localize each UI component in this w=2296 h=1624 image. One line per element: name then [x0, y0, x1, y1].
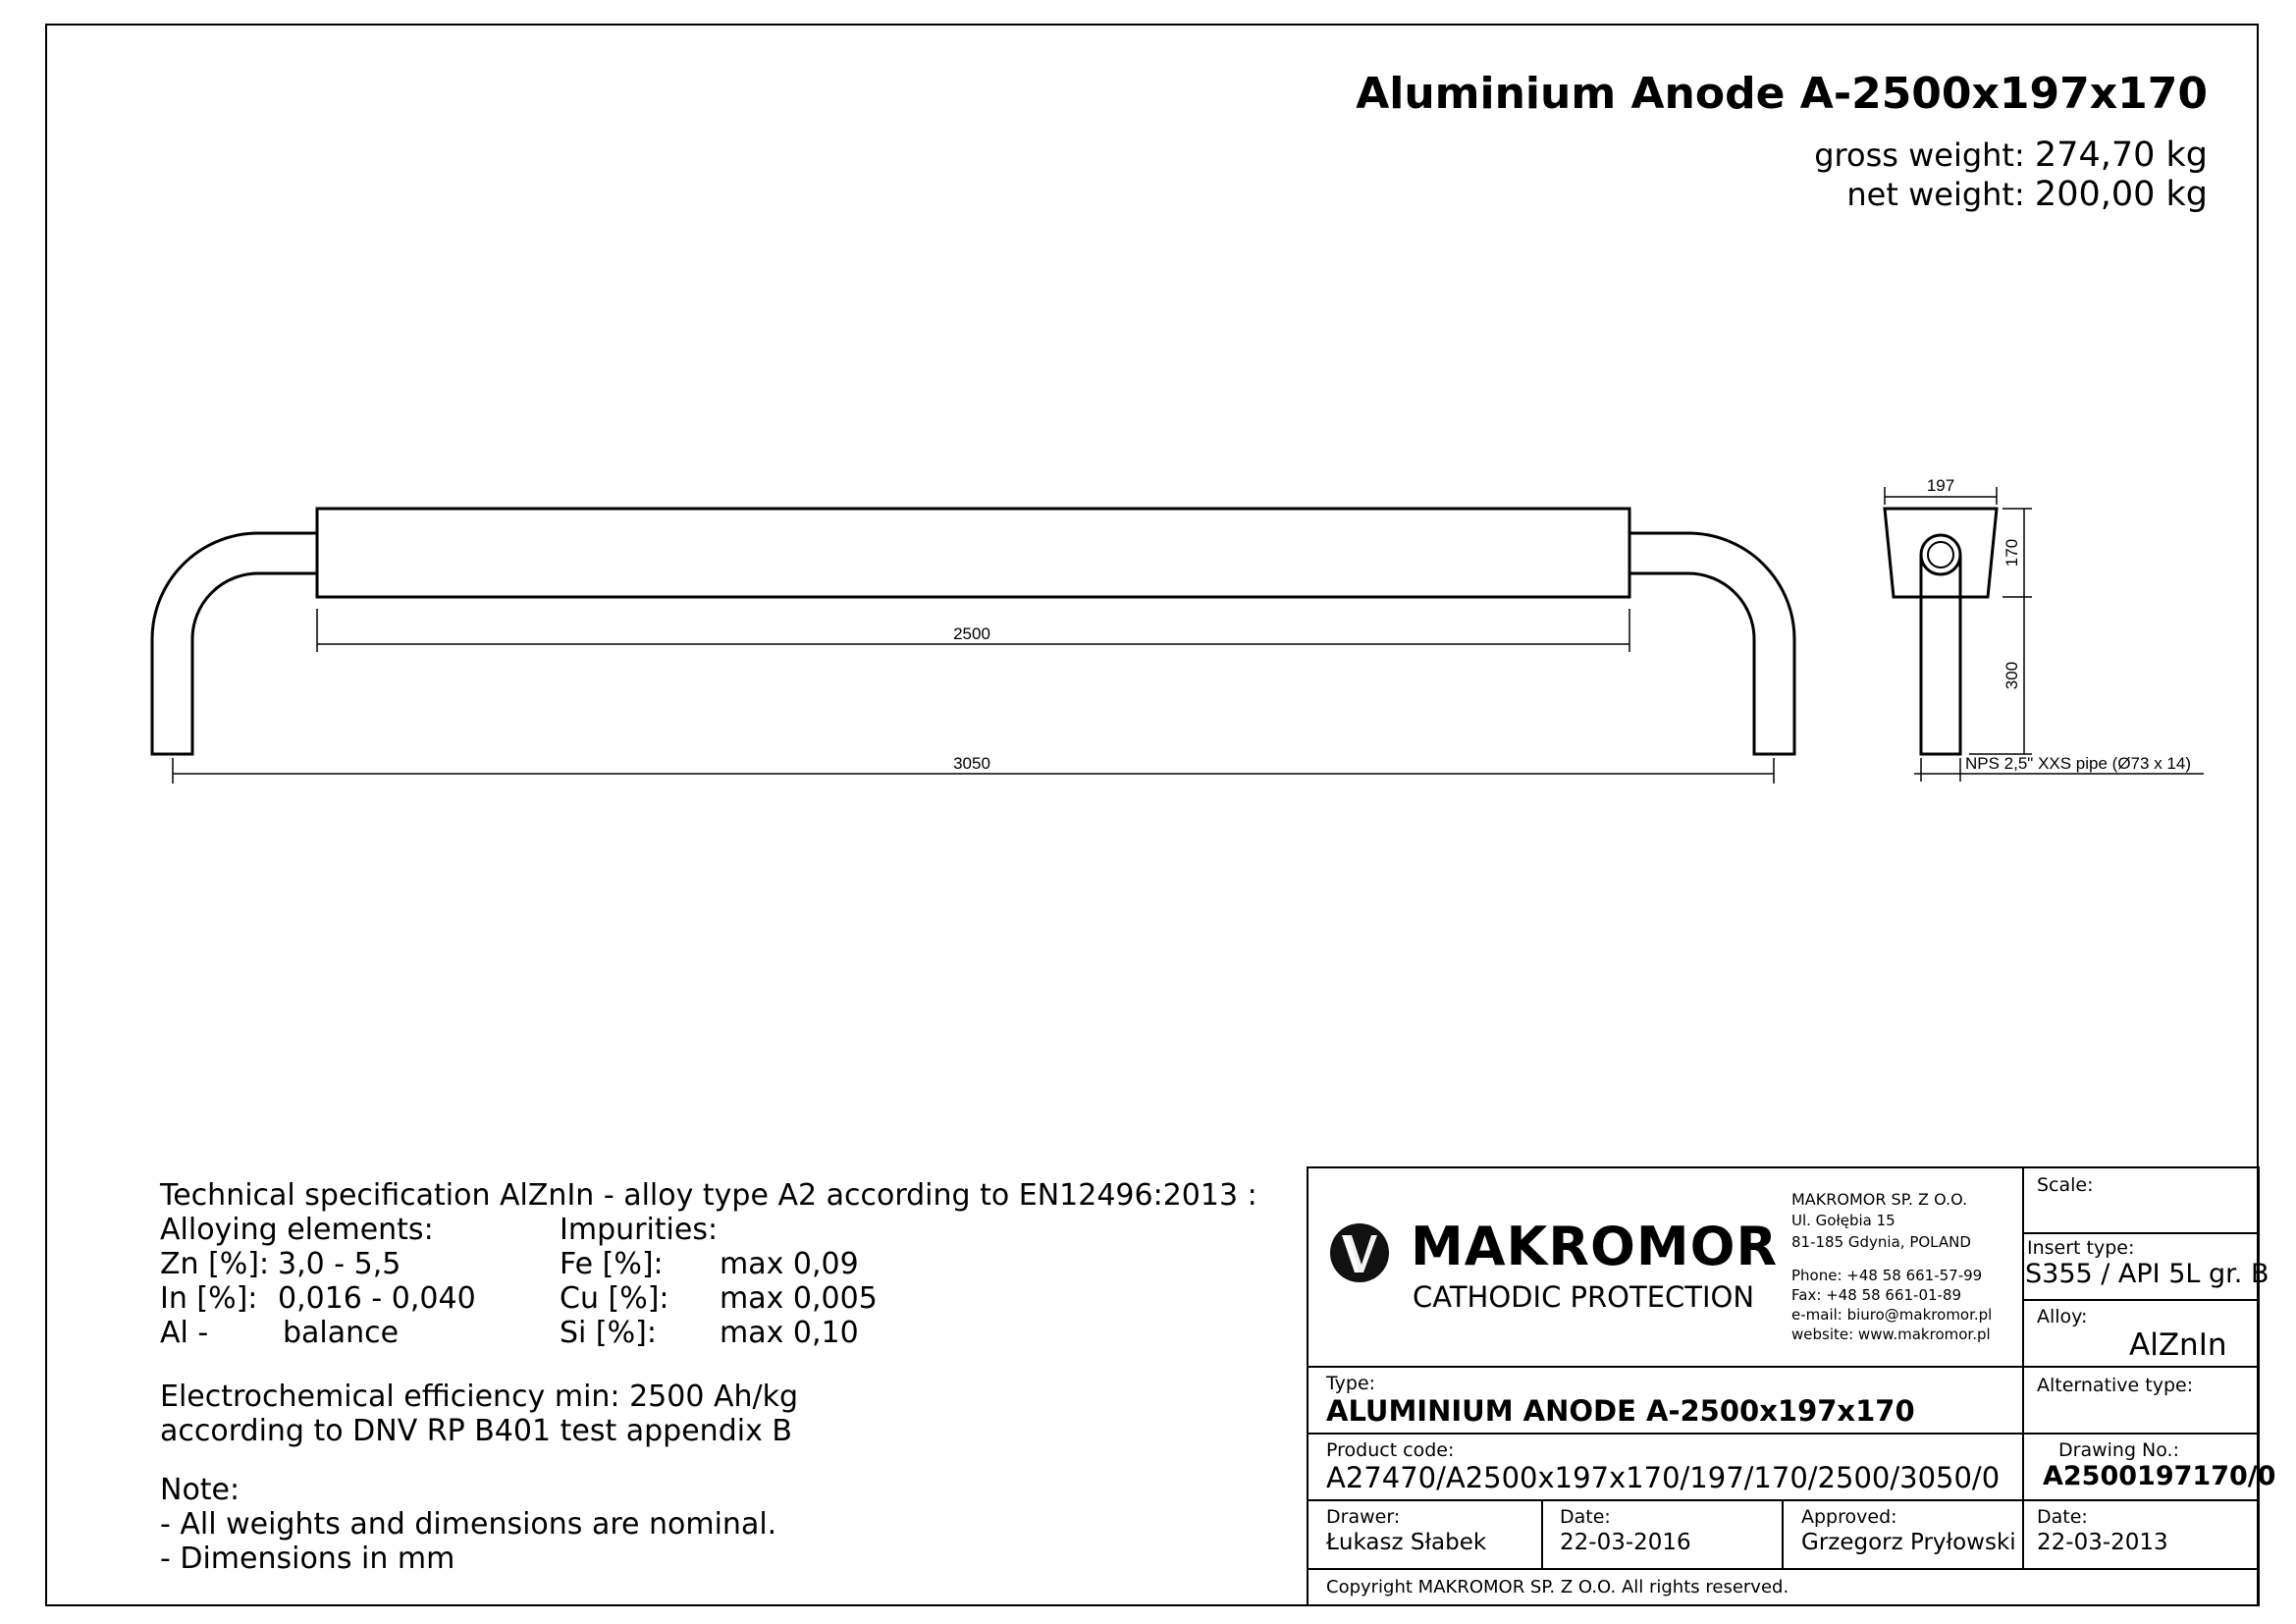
approval-date-value: 22-03-2013 [2037, 1530, 2168, 1555]
alternative-type-label: Alternative type: [2037, 1375, 2194, 1396]
dim-text-3050: 3050 [953, 754, 990, 773]
anode-body [317, 509, 1629, 597]
logo-name: MAKROMOR [1411, 1216, 1779, 1277]
alloy-al-value: balance [283, 1316, 400, 1350]
scale-label: Scale: [2037, 1174, 2094, 1196]
impurity-si-label: Si [%]: [560, 1316, 657, 1350]
left-leg-pipe [152, 533, 317, 754]
impurity-si-value: max 0,10 [720, 1316, 859, 1350]
dim-text-300: 300 [2002, 661, 2021, 690]
drawing-no-label: Drawing No.: [2058, 1439, 2179, 1461]
right-leg-pipe [1629, 533, 1794, 754]
alloy-value: AlZnIn [2129, 1327, 2227, 1363]
note-1: - All weights and dimensions are nominal. [160, 1507, 777, 1542]
company-fax: Fax: +48 58 661-01-89 [1791, 1286, 1962, 1304]
date-label: Date: [1560, 1506, 1611, 1528]
impurity-fe-label: Fe [%]: [560, 1247, 664, 1281]
note-2: - Dimensions in mm [160, 1542, 455, 1576]
type-value: ALUMINIUM ANODE A-2500x197x170 [1326, 1394, 1915, 1428]
side-view-body [1885, 509, 1997, 597]
efficiency-line-2: according to DNV RP B401 test appendix B [160, 1414, 792, 1448]
company-email: e-mail: biuro@makromor.pl [1791, 1306, 1993, 1324]
drawer-value: Łukasz Słabek [1326, 1530, 1487, 1555]
impurity-fe-value: max 0,09 [720, 1247, 859, 1281]
impurity-cu-label: Cu [%]: [560, 1281, 669, 1316]
impurities-header: Impurities: [560, 1213, 719, 1247]
company-phone: Phone: +48 58 661-57-99 [1791, 1267, 1983, 1284]
date-value: 22-03-2016 [1560, 1530, 1691, 1555]
impurity-cu-value: max 0,005 [720, 1281, 878, 1316]
gross-weight-label: gross weight: [1814, 136, 2025, 174]
alloy-in-label: In [%]: [160, 1281, 258, 1316]
side-view-pipe [1921, 555, 1960, 754]
anode-side-view [1885, 509, 1997, 754]
insert-type-label: Insert type: [2027, 1237, 2135, 1259]
approved-label: Approved: [1801, 1506, 1897, 1528]
approval-date-label: Date: [2037, 1506, 2088, 1528]
dim-text-2500: 2500 [953, 624, 990, 643]
insert-type-value: S355 / API 5L gr. B [2025, 1259, 2269, 1289]
drawing-no-value: A2500197170/0 [2043, 1461, 2276, 1491]
title-block [1307, 1166, 2276, 1606]
company-name: MAKROMOR SP. Z O.O. [1791, 1190, 1968, 1209]
logo-subtitle: CATHODIC PROTECTION [1413, 1280, 1755, 1314]
alloying-header: Alloying elements: [160, 1213, 434, 1247]
dim-text-170: 170 [2002, 538, 2021, 568]
alloy-zn-label: Zn [%]: [160, 1247, 270, 1281]
spec-heading: Technical specification AlZnIn - alloy type A2 according to EN12496:2013 : [160, 1178, 1257, 1213]
company-city: 81-185 Gdynia, POLAND [1791, 1233, 1971, 1251]
type-label: Type: [1326, 1373, 1376, 1394]
product-code-value: A27470/A2500x197x170/197/170/2500/3050/0 [1326, 1461, 2001, 1494]
company-street: Ul. Gołębia 15 [1791, 1212, 1896, 1229]
dim-text-197: 197 [1926, 476, 1955, 495]
drawer-label: Drawer: [1326, 1506, 1401, 1528]
alloy-al-label: Al - [160, 1316, 209, 1350]
approved-value: Grzegorz Pryłowski [1801, 1530, 2016, 1555]
efficiency-line-1: Electrochemical efficiency min: 2500 Ah/kg [160, 1380, 799, 1414]
product-code-label: Product code: [1326, 1439, 1455, 1461]
alloy-in-value: 0,016 - 0,040 [278, 1281, 476, 1316]
net-weight-label: net weight: [1846, 176, 2025, 213]
pipe-spec-label: NPS 2,5" XXS pipe (Ø73 x 14) [1965, 754, 2191, 773]
note-heading: Note: [160, 1473, 240, 1507]
gross-weight-value: 274,70 kg [2034, 135, 2208, 175]
alloy-label: Alloy: [2037, 1306, 2088, 1327]
makromor-logo-icon [1328, 1221, 1391, 1284]
drawing-title: Aluminium Anode A-2500x197x170 [1356, 69, 2208, 119]
copyright-notice: Copyright MAKROMOR SP. Z O.O. All rights reserved. [1326, 1577, 1789, 1597]
net-weight-value: 200,00 kg [2034, 175, 2208, 214]
alloy-zn-value: 3,0 - 5,5 [278, 1247, 401, 1281]
company-website: website: www.makromor.pl [1791, 1326, 1991, 1343]
